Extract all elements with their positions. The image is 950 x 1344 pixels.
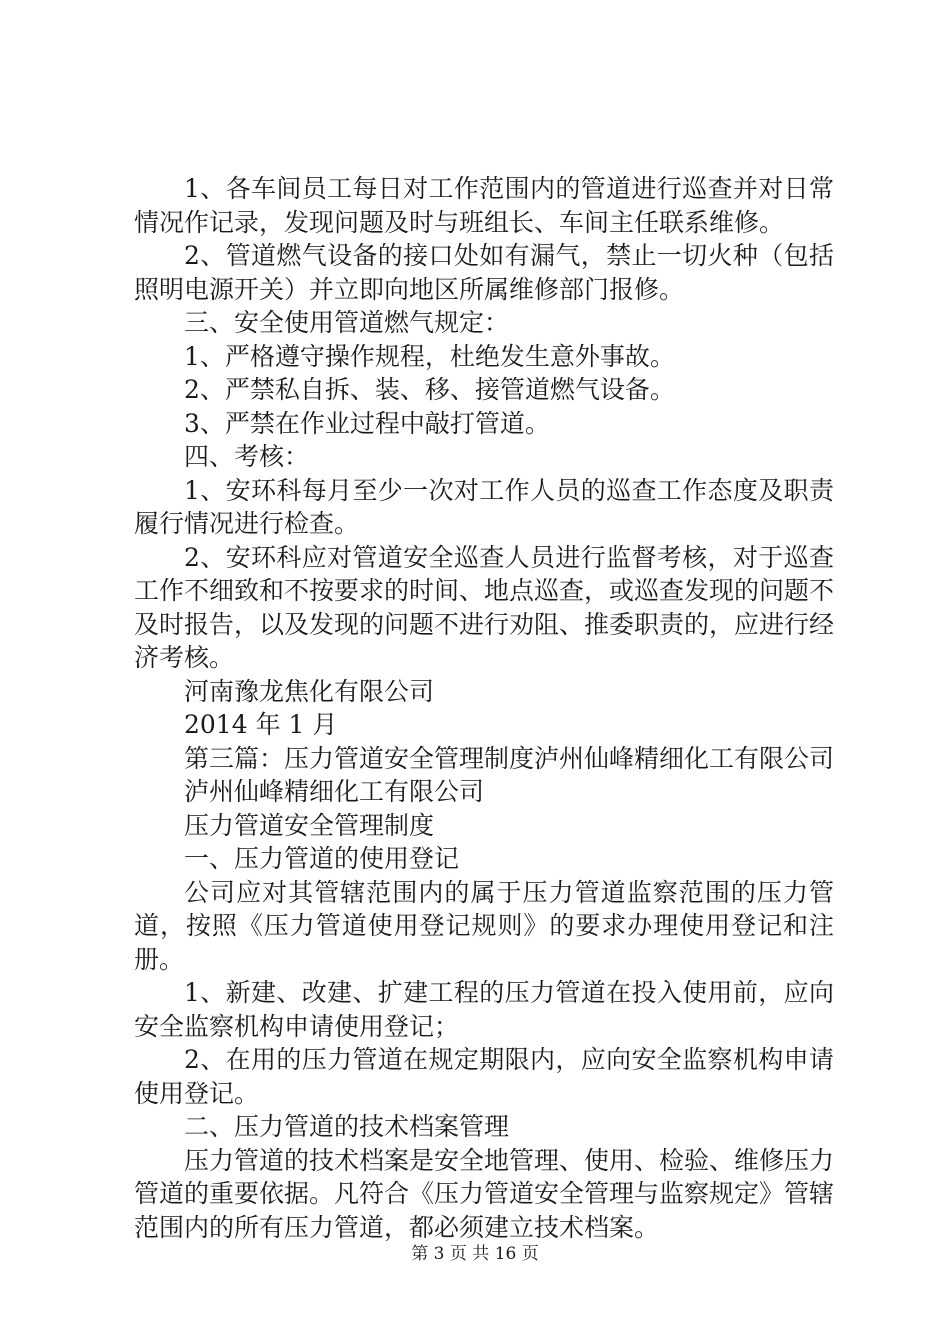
- paragraph: 压力管道的技术档案是安全地管理、使用、检验、维修压力管道的重要依据。凡符合《压力管道安全管理与监察规定》管辖范围内的所有压力管道，都必须建立技术档案。: [134, 1145, 835, 1242]
- paragraph: 1、新建、改建、扩建工程的压力管道在投入使用前，应向安全监察机构申请使用登记；: [134, 978, 834, 1041]
- paragraph: 2、安环科应对管道安全巡查人员进行监督考核，对于巡查工作不细致和不按要求的时间、地点巡查，或巡查发现的问题不及时报告，以及发现的问题不进行劝阻、推委职责的，应进行经济考核。: [134, 542, 835, 672]
- document-body: [134, 172, 834, 1244]
- company-name: 泸州仙峰精细化工有限公司: [184, 777, 485, 806]
- document-title: 压力管道安全管理制度: [184, 810, 435, 840]
- section-heading: 四、考核：: [184, 442, 310, 471]
- section-heading: 三、安全使用管道燃气规定：: [184, 308, 510, 337]
- paragraph: 3、严禁在作业过程中敲打管道。: [184, 408, 550, 438]
- page-number-label: 第 3 页 共 16 页: [411, 1244, 539, 1264]
- chapter-title: 第三篇：压力管道安全管理制度泸州仙峰精细化工有限公司: [184, 743, 835, 773]
- date-line: 2014 年 1 月: [184, 710, 338, 739]
- paragraph: 2、在用的压力管道在规定期限内，应向安全监察机构申请使用登记。: [134, 1045, 834, 1108]
- paragraph: 2、严禁私自拆、装、移、接管道燃气设备。: [184, 375, 675, 404]
- paragraph: 1、严格遵守操作规程，杜绝发生意外事故。: [184, 341, 675, 371]
- paragraph: 1、安环科每月至少一次对工作人员的巡查工作态度及职责履行情况进行检查。: [134, 475, 834, 538]
- company-signature: 河南豫龙焦化有限公司: [184, 676, 435, 706]
- paragraph: 1、各车间员工每日对工作范围内的管道进行巡查并对日常情况作记录，发现问题及时与班组长、车间主任联系维修。: [134, 174, 834, 237]
- paragraph: 2、管道燃气设备的接口处如有漏气，禁止一切火种（包括照明电源开关）并立即向地区所属维修部门报修。: [134, 241, 834, 304]
- paragraph: 公司应对其管辖范围内的属于压力管道监察范围的压力管道，按照《压力管道使用登记规则》的要求办理使用登记和注册。: [134, 877, 834, 974]
- section-heading: 二、压力管道的技术档案管理: [184, 1112, 510, 1141]
- section-heading: 一、压力管道的使用登记: [184, 844, 460, 873]
- page-footer: [0, 1243, 950, 1265]
